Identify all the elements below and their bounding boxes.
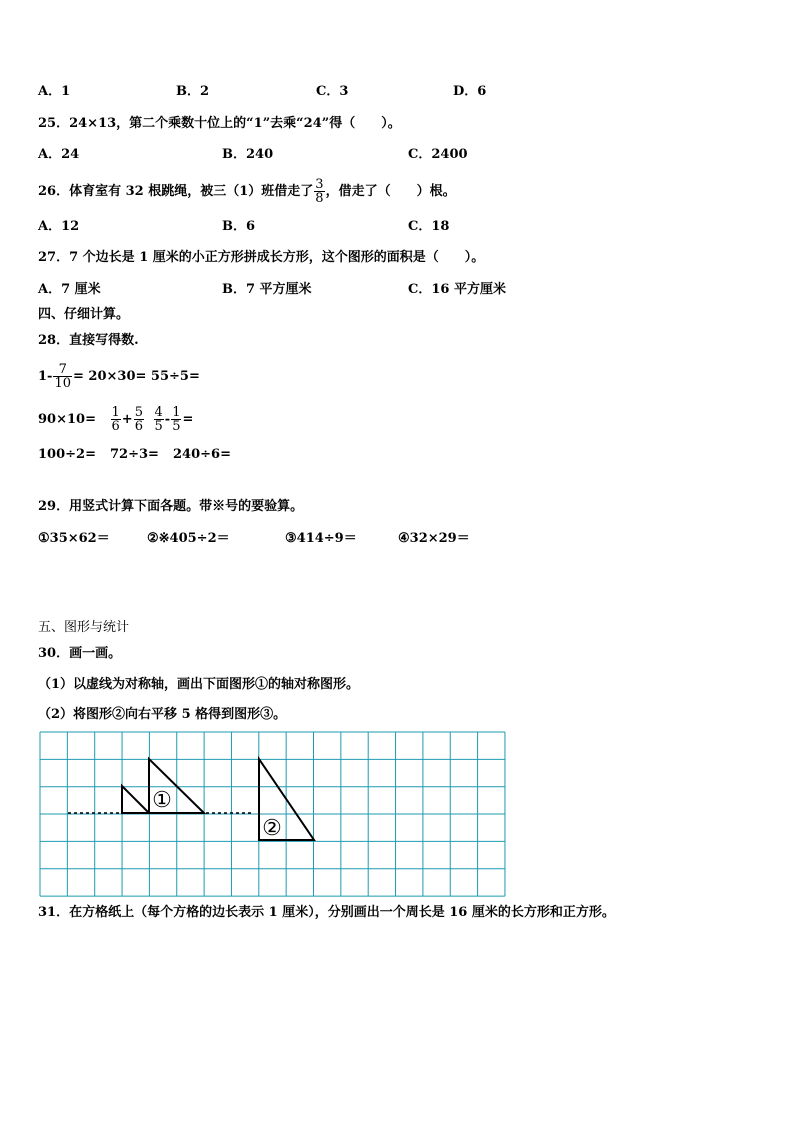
q27-option-a: A．7 厘米 [38, 282, 101, 297]
q24-option-a: A．1 [38, 84, 71, 99]
q25-stem: 25．24×13，第二个乘数十位上的“1”去乘“24”得（ ）。 [38, 116, 401, 131]
figure-2-label: ② [262, 816, 282, 841]
section5-heading: 五、图形与统计 [38, 620, 130, 635]
frac-den: 6 [111, 419, 120, 434]
q29-item-1: ①35×62＝ [38, 531, 110, 546]
figure-1-small-triangle [122, 786, 149, 813]
frac-num: 7 [53, 363, 72, 377]
q26-option-a: A．12 [38, 219, 80, 234]
q25-option-c: C．2400 [408, 147, 468, 162]
q26-fraction [314, 178, 324, 205]
q28-row2-op2: - [164, 412, 171, 427]
q28-row2-frac4 [171, 406, 181, 433]
frac-den: 6 [134, 419, 143, 434]
q26-frac-num: 3 [315, 177, 324, 192]
q29-item-3: ③414÷9＝ [285, 531, 357, 546]
q25-option-a: A．24 [38, 147, 80, 162]
q28-row2-frac3 [154, 406, 164, 433]
q29-stem: 29．用竖式计算下面各题。带※号的要验算。 [38, 499, 304, 514]
section4-heading: 四、仔细计算。 [38, 307, 130, 322]
q31-stem: 31．在方格纸上（每个方格的边长表示 1 厘米），分别画出一个周长是 16 厘米的长方形和正方形。 [38, 905, 615, 920]
q28-row2-frac2 [134, 406, 144, 433]
frac-den: 10 [54, 376, 71, 391]
q28-row1-rest: = 20×30= 55÷5= [73, 369, 200, 384]
q26-stem [38, 178, 456, 205]
q28-row2-op1: + [121, 412, 133, 427]
figure-1-label: ① [152, 788, 172, 813]
q26-option-c: C．18 [408, 219, 450, 234]
frac-num: 4 [154, 405, 163, 420]
q28-row2 [38, 403, 193, 437]
q28-row3-item2: 72÷3= [110, 447, 159, 462]
q28-row1-prefix: 1- [38, 369, 53, 384]
grid-figure [0, 725, 794, 905]
q29-item-4: ④32×29＝ [398, 531, 470, 546]
frac-num: 1 [172, 405, 181, 420]
q27-option-b: B．7 平方厘米 [222, 282, 312, 297]
q29-item-2: ②※405÷2＝ [147, 531, 230, 546]
q30-sub2: （2）将图形②向右平移 5 格得到图形③。 [38, 707, 287, 722]
frac-num: 1 [111, 405, 120, 420]
q26-stem-before: 26．体育室有 32 根跳绳，被三（1）班借走了 [38, 184, 314, 199]
q28-stem: 28．直接写得数. [38, 333, 139, 348]
frac-num: 5 [134, 405, 143, 420]
q26-frac-den: 8 [315, 191, 324, 206]
q28-row2-prefix: 90×10= [38, 412, 96, 427]
square-grid [40, 732, 505, 896]
q28-row1-fraction [53, 363, 72, 390]
q27-option-c: C．16 平方厘米 [408, 282, 506, 297]
q25-option-b: B．240 [222, 147, 274, 162]
q26-option-b: B．6 [222, 219, 256, 234]
q30-stem: 30．画一画。 [38, 646, 122, 661]
q26-stem-after: ，借走了（ ）根。 [325, 184, 456, 199]
q28-row3-item1: 100÷2= [38, 447, 96, 462]
q28-row2-eq: = [182, 412, 194, 427]
q28-row2-frac1 [111, 406, 121, 433]
frac-den: 5 [172, 419, 181, 434]
q28-row3-item3: 240÷6= [173, 447, 231, 462]
q24-option-b: B．2 [176, 84, 210, 99]
frac-den: 5 [154, 419, 163, 434]
q30-sub1: （1）以虚线为对称轴，画出下面图形①的轴对称图形。 [38, 677, 360, 692]
q24-option-d: D．6 [453, 84, 487, 99]
q27-stem: 27．7 个边长是 1 厘米的小正方形拼成长方形，这个图形的面积是（ ）。 [38, 250, 485, 265]
q28-row1 [38, 360, 200, 394]
q24-option-c: C．3 [316, 84, 349, 99]
